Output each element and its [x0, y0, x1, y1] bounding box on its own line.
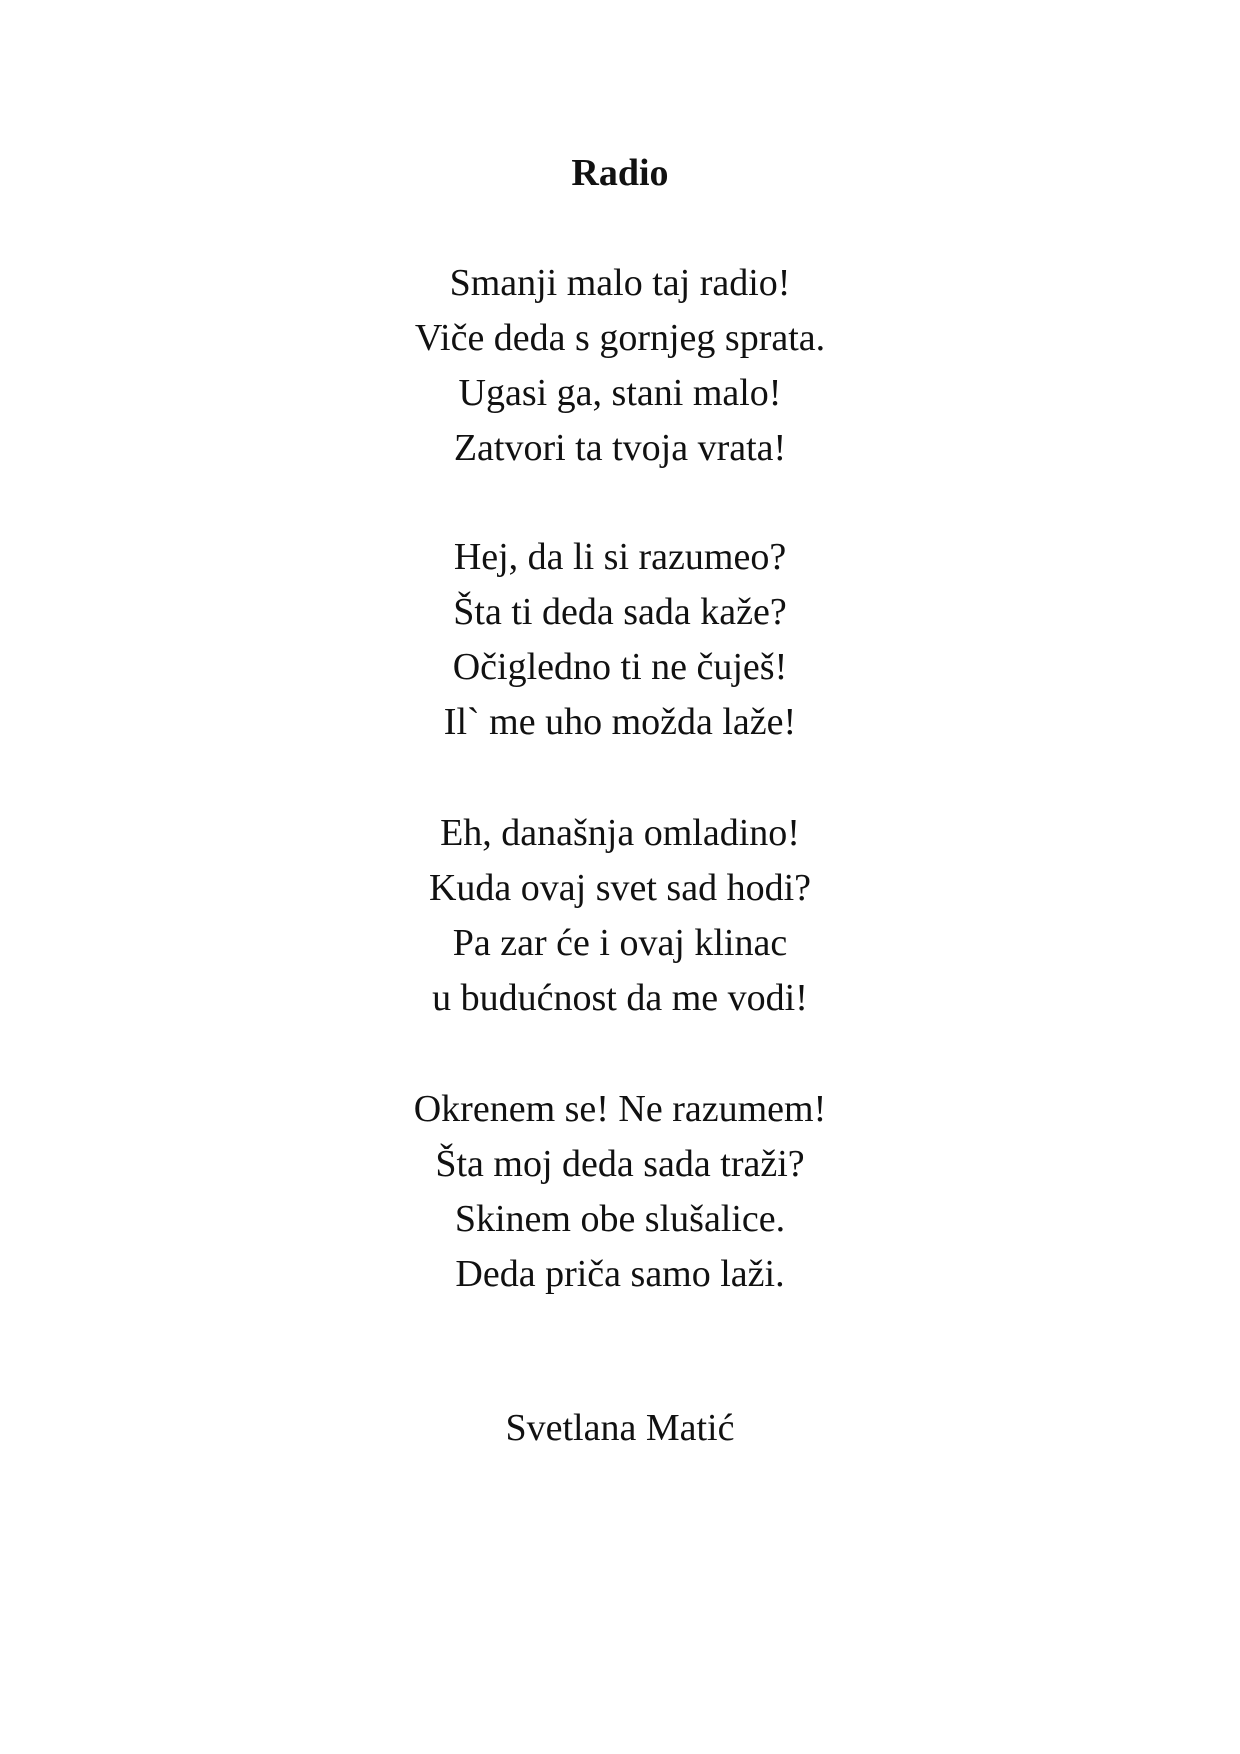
poem-author: Svetlana Matić: [505, 1407, 735, 1449]
stanza-4: [0, 1082, 1240, 1302]
poem-line: Pa zar će i ovaj klinac: [452, 922, 788, 964]
poem-line: Viče deda s gornjeg sprata.: [414, 317, 826, 359]
poem-line: Kuda ovaj svet sad hodi?: [428, 867, 812, 909]
poem-line: Okrenem se! Ne razumem!: [413, 1088, 827, 1130]
poem-title: Radio: [571, 152, 669, 194]
poem-line: Hej, da li si razumeo?: [453, 536, 787, 578]
poem-line: Smanji malo taj radio!: [449, 262, 791, 304]
poem-line: Ugasi ga, stani malo!: [458, 372, 782, 414]
poem-line: Skinem obe slušalice.: [454, 1198, 786, 1240]
poem-line: Zatvori ta tvoja vrata!: [453, 427, 787, 469]
poem-line: Deda priča samo laži.: [455, 1253, 785, 1295]
poem-line: u budućnost da me vodi!: [432, 977, 808, 1019]
poem-line: Il` me uho možda laže!: [443, 701, 797, 743]
poem-line: Šta moj deda sada traži?: [435, 1143, 805, 1185]
stanza-3: [0, 806, 1240, 1026]
stanza-1: [0, 256, 1240, 476]
stanza-2: [0, 530, 1240, 750]
poem-line: Šta ti deda sada kaže?: [453, 591, 787, 633]
poem-line: Očigledno ti ne čuješ!: [452, 646, 788, 688]
poem-line: Eh, današnja omladino!: [440, 812, 800, 854]
